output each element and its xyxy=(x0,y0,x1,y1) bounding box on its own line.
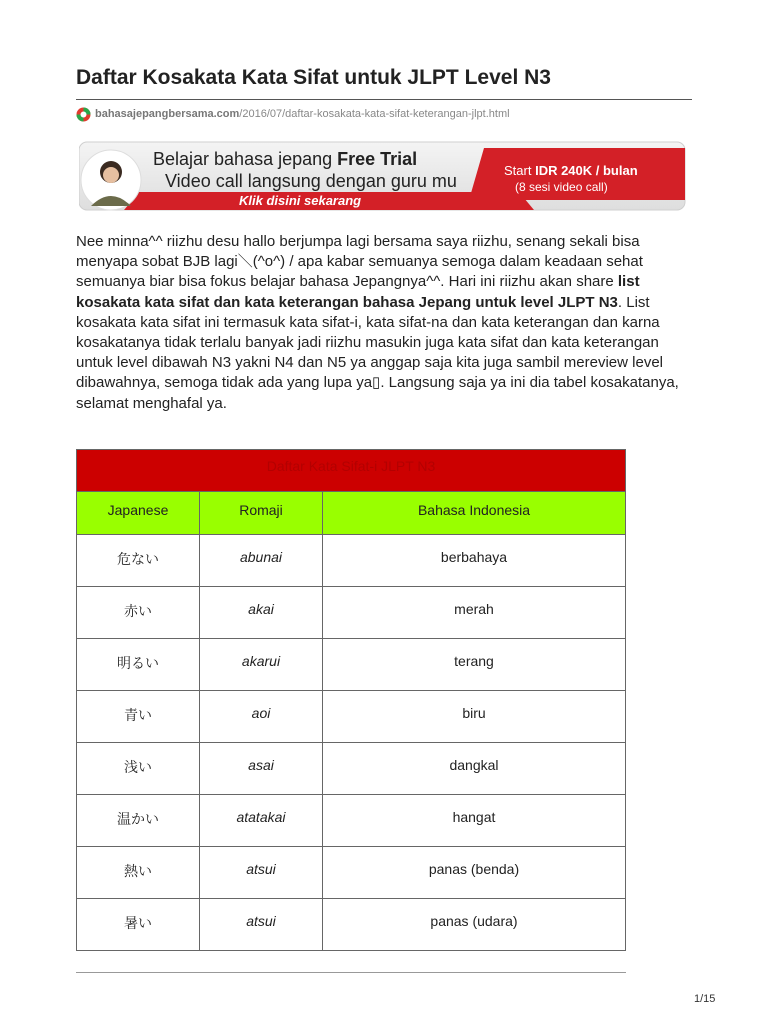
header-japanese: Japanese xyxy=(77,492,200,535)
cell-romaji: abunai xyxy=(200,535,323,587)
table-row xyxy=(77,795,626,847)
banner-line1: Belajar bahasa jepang Free Trial xyxy=(153,149,418,169)
table-row xyxy=(77,847,626,899)
table-row xyxy=(77,899,626,951)
cell-romaji: akarui xyxy=(200,639,323,691)
page-title: Daftar Kosakata Kata Sifat untuk JLPT Level N3 xyxy=(76,66,551,89)
banner-price: Start IDR 240K / bulan xyxy=(504,163,638,178)
cell-indonesia: terang xyxy=(323,639,626,691)
banner-price-note: (8 sesi video call) xyxy=(515,180,608,194)
cell-japanese: 浅い xyxy=(77,743,200,795)
cell-japanese: 暑い xyxy=(77,899,200,951)
cell-romaji: atsui xyxy=(200,899,323,951)
cell-romaji: aoi xyxy=(200,691,323,743)
table-caption-row xyxy=(77,450,626,492)
cell-romaji: atatakai xyxy=(200,795,323,847)
table-header-row xyxy=(77,492,626,535)
source-host: bahasajepangbersama.com xyxy=(95,108,240,120)
source-link[interactable] xyxy=(76,106,510,122)
table-row xyxy=(77,691,626,743)
cell-japanese: 明るい xyxy=(77,639,200,691)
cell-japanese: 危ない xyxy=(77,535,200,587)
intro-paragraph: Nee minna^^ riizhu desu hallo berjumpa lagi bersama saya riizhu, senang sekali bisa menyapa sobat BJB lagi＼(^o^) / apa kabar semuanya semoga dalam keadaan sehat semuanya biar bisa fokus belajar bahasa Jepangnya^^. Hari ini riizhu akan share list kosakata kata sifat dan kata keterangan bahasa Jepang untuk level JLPT N3. List kosakata kata sifat ini termasuk kata sifat-i, kata sifat-na dan kata keterangan dan karna kosakatanya tidak terlalu banyak jadi riizhu masukin juga kata sifat dan kata keterangan untuk level dibawah N3 yakni N4 dan N5 ya anggap saja kita juga sambil mereview level dibawahnya, semoga tidak ada yang lupa ya▯. Langsung saja ya ini dia tabel kosakatanya, selamat menghafal ya. xyxy=(76,233,679,412)
cell-japanese: 熱い xyxy=(77,847,200,899)
bottom-divider xyxy=(76,972,626,973)
header-indonesia: Bahasa Indonesia xyxy=(323,492,626,535)
cell-indonesia: biru xyxy=(323,691,626,743)
cell-japanese: 青い xyxy=(77,691,200,743)
source-path: /2016/07/daftar-kosakata-kata-sifat-keterangan-jlpt.html xyxy=(239,108,510,120)
header-romaji: Romaji xyxy=(200,492,323,535)
cell-romaji: atsui xyxy=(200,847,323,899)
cell-romaji: akai xyxy=(200,587,323,639)
banner-cta: Klik disini sekarang xyxy=(239,193,362,208)
banner-line2: Video call langsung dengan guru mu xyxy=(165,171,457,191)
table-row xyxy=(77,535,626,587)
cell-indonesia: dangkal xyxy=(323,743,626,795)
promo-banner[interactable] xyxy=(79,140,689,216)
cell-indonesia: panas (udara) xyxy=(323,899,626,951)
title-divider xyxy=(76,99,692,100)
table-row xyxy=(77,639,626,691)
adjective-table xyxy=(76,449,626,951)
table-row xyxy=(77,587,626,639)
table-row xyxy=(77,743,626,795)
page-number: 1/15 xyxy=(694,993,716,1005)
cell-indonesia: panas (benda) xyxy=(323,847,626,899)
cell-indonesia: merah xyxy=(323,587,626,639)
cell-indonesia: berbahaya xyxy=(323,535,626,587)
cell-indonesia: hangat xyxy=(323,795,626,847)
missing-glyph-icon: ▯ xyxy=(372,374,381,392)
cell-romaji: asai xyxy=(200,743,323,795)
site-favicon-icon xyxy=(76,107,91,122)
cell-japanese: 温かい xyxy=(77,795,200,847)
cell-japanese: 赤い xyxy=(77,587,200,639)
table-caption: Daftar Kata Sifat-i JLPT N3 xyxy=(77,450,626,492)
